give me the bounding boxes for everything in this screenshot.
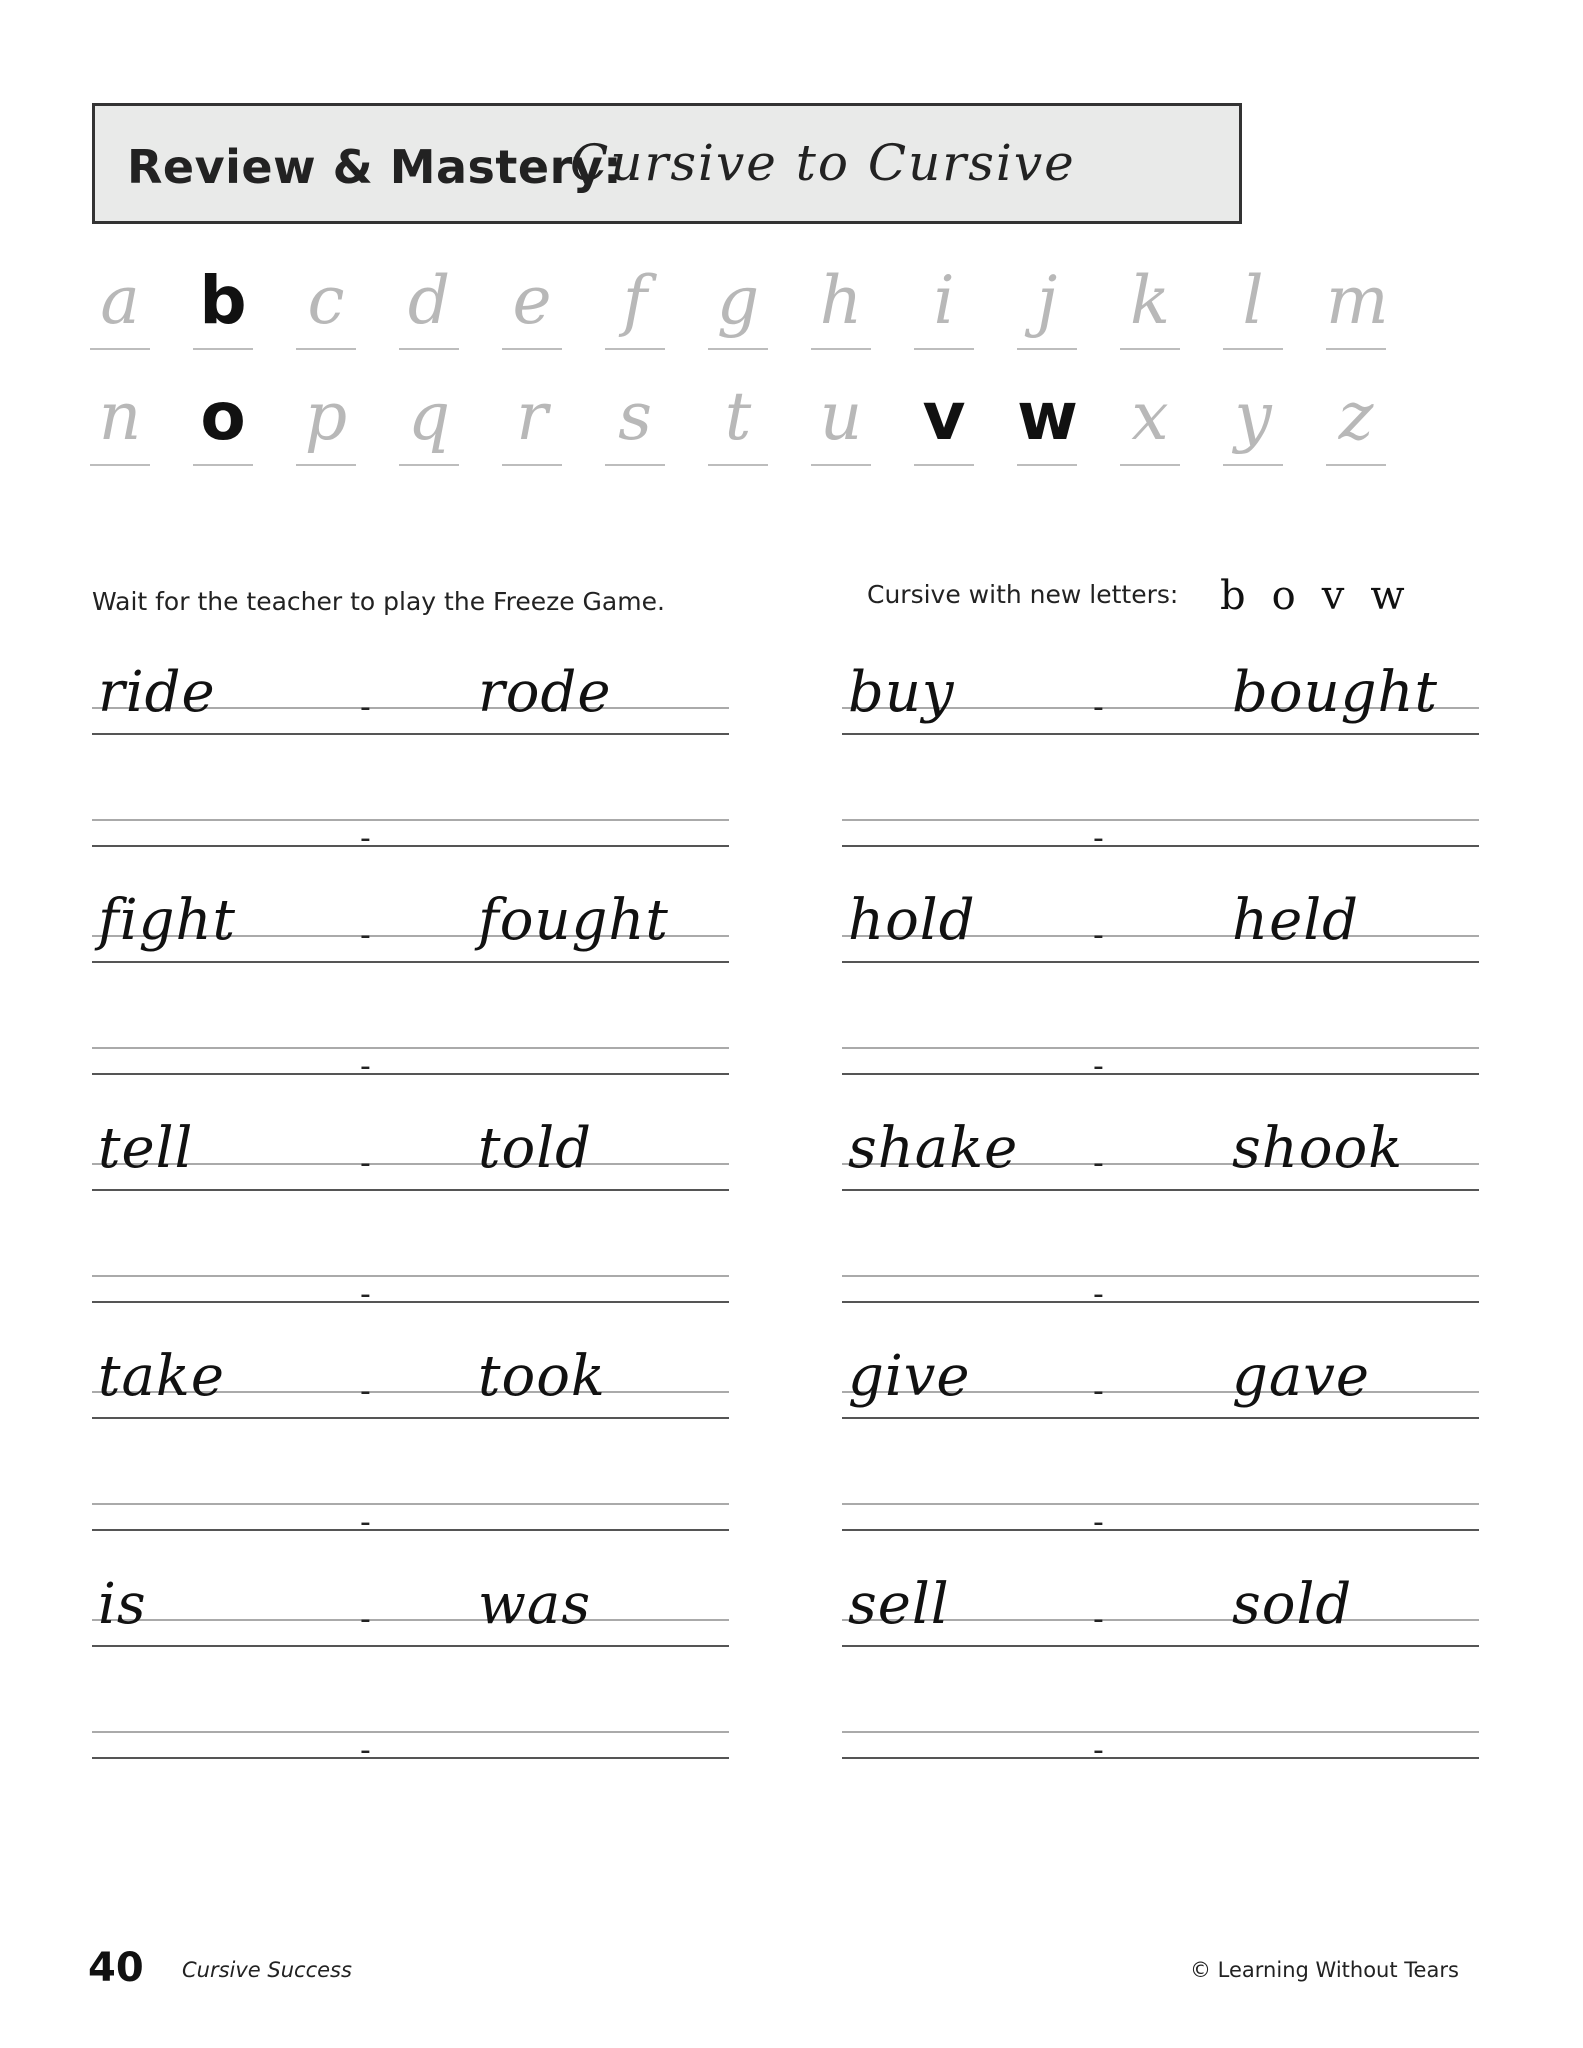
new-letter-v: v [1321, 573, 1345, 619]
alphabet-letter-k: k [1130, 262, 1170, 339]
model-word-present: shake [848, 1116, 1019, 1181]
practice-separator-dash: - [360, 1277, 371, 1312]
alphabet-letter-a: a [100, 262, 140, 339]
practice-handwriting-lines[interactable] [92, 819, 729, 849]
letter-baseline [708, 348, 768, 350]
alphabet-letter-s: s [618, 378, 652, 455]
model-word-past: bought [1232, 660, 1439, 725]
practice-separator-dash: - [360, 1505, 371, 1540]
model-word-present: sell [848, 1572, 950, 1637]
alphabet-letter-i: i [933, 262, 955, 339]
alphabet-letter-j: j [1036, 262, 1058, 339]
alphabet-letter-g: g [716, 262, 760, 339]
new-letter-o: o [1271, 573, 1296, 619]
title-script: Cursive to Cursive [570, 134, 1076, 192]
letter-baseline [1223, 348, 1283, 350]
book-title: Cursive Success [182, 1958, 352, 1982]
title-banner [92, 103, 1242, 224]
model-word-past: gave [1232, 1344, 1371, 1409]
letter-baseline [1017, 464, 1077, 466]
alphabet-letter-v: v [922, 378, 966, 455]
letter-baseline [193, 464, 253, 466]
alphabet-letter-y: y [1234, 378, 1272, 455]
practice-handwriting-lines[interactable] [842, 1731, 1479, 1761]
letter-baseline [399, 348, 459, 350]
practice-handwriting-lines[interactable] [842, 819, 1479, 849]
letter-baseline [1223, 464, 1283, 466]
letter-baseline [1120, 348, 1180, 350]
separator-dash: - [1093, 918, 1104, 953]
practice-separator-dash: - [1093, 1505, 1104, 1540]
model-word-present: hold [848, 888, 976, 953]
separator-dash: - [360, 918, 371, 953]
letter-baseline [90, 464, 150, 466]
alphabet-letter-e: e [512, 262, 552, 339]
alphabet-letter-h: h [819, 262, 863, 339]
alphabet-letter-z: z [1338, 378, 1374, 455]
model-word-past: sold [1232, 1572, 1353, 1637]
alphabet-letter-r: r [516, 378, 548, 455]
letter-baseline [1120, 464, 1180, 466]
practice-separator-dash: - [1093, 1733, 1104, 1768]
letter-baseline [1326, 348, 1386, 350]
letter-baseline [90, 348, 150, 350]
separator-dash: - [1093, 1374, 1104, 1409]
letter-baseline [811, 348, 871, 350]
title-bold: Review & Mastery: [127, 140, 623, 194]
practice-separator-dash: - [1093, 1277, 1104, 1312]
alphabet-letter-p: p [304, 378, 348, 455]
letter-baseline [193, 348, 253, 350]
practice-handwriting-lines[interactable] [842, 1047, 1479, 1077]
separator-dash: - [360, 690, 371, 725]
separator-dash: - [360, 1374, 371, 1409]
letter-baseline [605, 464, 665, 466]
alphabet-letter-m: m [1326, 262, 1389, 339]
instruction-left: Wait for the teacher to play the Freeze Game. [92, 587, 665, 616]
alphabet-letter-b: b [199, 262, 247, 339]
practice-handwriting-lines[interactable] [92, 1275, 729, 1305]
practice-separator-dash: - [360, 821, 371, 856]
practice-handwriting-lines[interactable] [842, 1503, 1479, 1533]
practice-separator-dash: - [360, 1049, 371, 1084]
separator-dash: - [1093, 1602, 1104, 1637]
separator-dash: - [1093, 690, 1104, 725]
letter-baseline [811, 464, 871, 466]
model-word-past: fought [478, 888, 669, 953]
new-letter-w: w [1370, 573, 1405, 619]
model-word-present: give [848, 1344, 971, 1409]
model-word-past: held [1232, 888, 1359, 953]
model-word-present: buy [848, 660, 955, 725]
new-letter-b: b [1220, 573, 1246, 619]
letter-baseline [502, 348, 562, 350]
practice-handwriting-lines[interactable] [92, 1731, 729, 1761]
letter-baseline [605, 348, 665, 350]
alphabet-letter-l: l [1242, 262, 1264, 339]
separator-dash: - [360, 1602, 371, 1637]
practice-separator-dash: - [1093, 1049, 1104, 1084]
letter-baseline [914, 464, 974, 466]
letter-baseline [1017, 348, 1077, 350]
model-word-past: took [478, 1344, 606, 1409]
model-word-present: is [98, 1572, 147, 1637]
practice-separator-dash: - [360, 1733, 371, 1768]
alphabet-letter-x: x [1131, 378, 1169, 455]
alphabet-letter-t: t [724, 378, 752, 455]
alphabet-letter-n: n [98, 378, 142, 455]
model-word-past: shook [1232, 1116, 1404, 1181]
alphabet-letter-u: u [819, 378, 863, 455]
separator-dash: - [360, 1146, 371, 1181]
alphabet-letter-o: o [200, 378, 246, 455]
model-handwriting-lines [92, 1619, 729, 1649]
practice-handwriting-lines[interactable] [842, 1275, 1479, 1305]
letter-baseline [914, 348, 974, 350]
letter-baseline [296, 464, 356, 466]
practice-handwriting-lines[interactable] [92, 1047, 729, 1077]
letter-baseline [502, 464, 562, 466]
letter-baseline [708, 464, 768, 466]
alphabet-letter-d: d [407, 262, 451, 339]
letter-baseline [296, 348, 356, 350]
separator-dash: - [1093, 1146, 1104, 1181]
alphabet-row-1 [90, 262, 1450, 372]
practice-separator-dash: - [1093, 821, 1104, 856]
alphabet-letter-q: q [407, 378, 451, 455]
model-word-past: was [478, 1572, 592, 1637]
model-word-present: take [98, 1344, 225, 1409]
alphabet-letter-c: c [307, 262, 345, 339]
letter-baseline [1326, 464, 1386, 466]
new-letters-list [1220, 573, 1431, 619]
model-word-present: fight [98, 888, 237, 953]
model-word-past: told [478, 1116, 592, 1181]
alphabet-letter-f: f [622, 262, 648, 339]
page-number: 40 [88, 1945, 144, 1991]
model-word-present: tell [98, 1116, 194, 1181]
practice-handwriting-lines[interactable] [92, 1503, 729, 1533]
instruction-right: Cursive with new letters: [867, 580, 1179, 609]
model-word-past: rode [478, 660, 612, 725]
model-word-present: ride [98, 660, 216, 725]
alphabet-row-2 [90, 378, 1450, 488]
letter-baseline [399, 464, 459, 466]
copyright: © Learning Without Tears [1190, 1958, 1459, 1982]
alphabet-letter-w: w [1017, 378, 1078, 455]
